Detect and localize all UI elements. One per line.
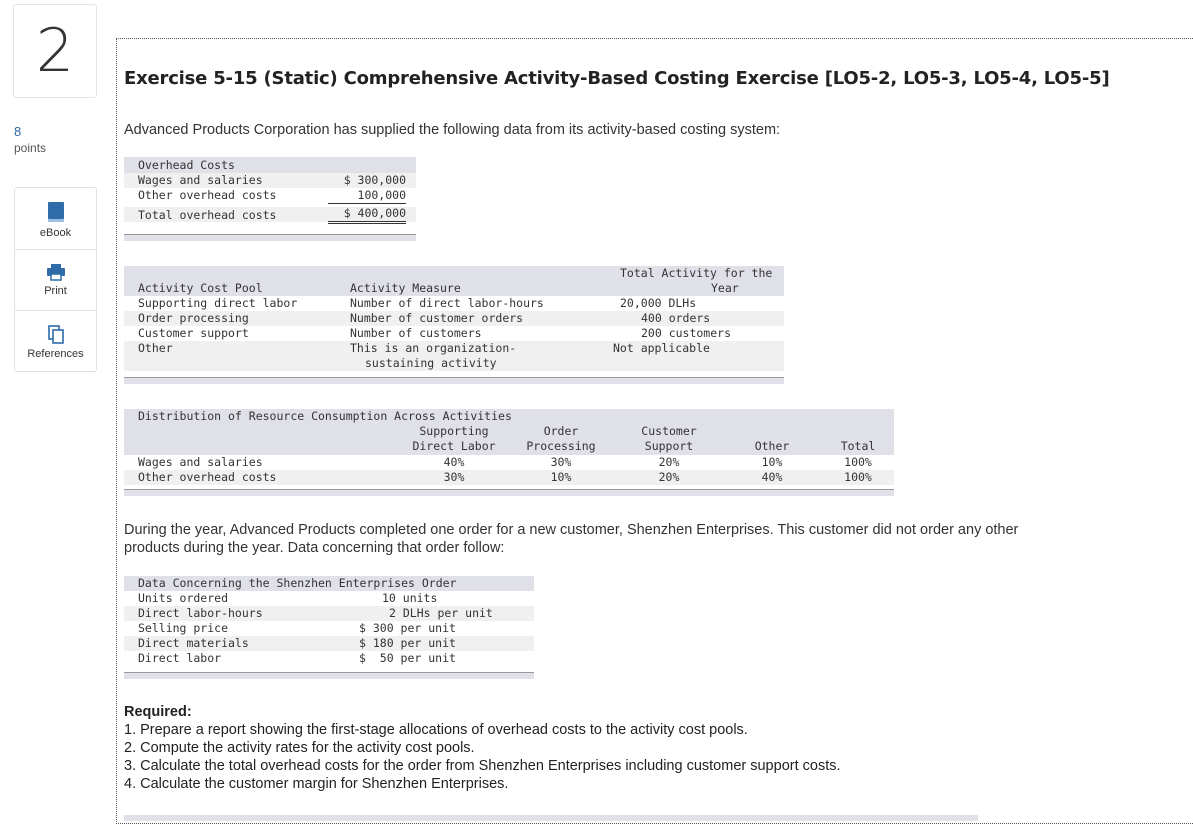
required-item: 3. Calculate the total overhead costs for the order from Shenzhen Enterprises including customer support costs. — [124, 758, 841, 774]
activity-col-total: Total Activity for the — [620, 266, 773, 280]
order-intro-text: During the year, Advanced Products completed one order for a new customer, Shenzhen Enterprises. This customer did not order any other products during the year. Data concerning that order follow: — [124, 522, 1019, 556]
activity-pool: Other — [138, 341, 173, 355]
order-row-value: 2 DLHs per unit — [389, 606, 493, 620]
activity-total: 200 customers — [641, 326, 732, 340]
dist-header-op: Order — [543, 424, 579, 438]
intro-text: Advanced Products Corporation has supplied the following data from its activity-based costing system: — [124, 122, 781, 138]
dist-header-op: Processing — [526, 439, 596, 453]
dist-header-cs: Customer — [641, 424, 697, 438]
order-row-value: 10 units — [382, 591, 438, 605]
order-row-label: Direct materials — [138, 636, 249, 650]
overhead-row-value: $ 300,000 — [343, 173, 406, 187]
distribution-table — [124, 409, 894, 499]
activity-measure: sustaining activity — [365, 356, 497, 370]
references-button[interactable] — [15, 310, 96, 371]
dist-cell: 30% — [550, 455, 572, 469]
ebook-button[interactable] — [15, 188, 96, 248]
activity-table — [124, 266, 784, 386]
activity-total: 400 orders — [641, 311, 711, 325]
overhead-row-label: Wages and salaries — [138, 173, 263, 187]
required-item: 2. Compute the activity rates for the activity cost pools. — [124, 740, 475, 756]
dist-cell: 20% — [658, 470, 680, 484]
overhead-row-label: Total overhead costs — [138, 208, 277, 222]
dist-cell: 30% — [443, 470, 465, 484]
order-table — [124, 576, 534, 682]
dist-cell: 20% — [658, 455, 680, 469]
book-icon — [47, 201, 65, 223]
overhead-row-value: $ 400,000 — [328, 206, 406, 224]
dist-header-other: Other — [754, 439, 790, 453]
print-button[interactable] — [15, 249, 96, 310]
question-number: 2 — [13, 4, 97, 98]
references-label: References — [27, 348, 84, 360]
dist-header-sdl: Supporting — [419, 424, 489, 438]
dist-header-sdl: Direct Labor — [412, 439, 496, 453]
dist-row-label: Wages and salaries — [138, 455, 263, 469]
required-item: 1. Prepare a report showing the first-stage allocations of overhead costs to the activity cost pools. — [124, 722, 748, 738]
distribution-title: Distribution of Resource Consumption Across Activities — [138, 409, 512, 423]
dist-cell: 10% — [761, 455, 783, 469]
order-row-label: Direct labor-hours — [138, 606, 263, 620]
order-row-label: Selling price — [138, 621, 229, 635]
activity-col-measure: Activity Measure — [350, 281, 461, 295]
dist-header-total: Total — [840, 439, 876, 453]
activity-pool: Customer support — [138, 326, 249, 340]
dist-cell: 100% — [844, 470, 872, 484]
points-value: 8 — [14, 124, 22, 139]
references-icon — [47, 324, 65, 344]
activity-measure: This is an organization- — [350, 341, 517, 355]
required-section — [124, 703, 841, 793]
ebook-label: eBook — [39, 227, 72, 239]
dist-cell: 40% — [443, 455, 465, 469]
tools-panel — [14, 187, 97, 372]
order-row-label: Units ordered — [138, 591, 229, 605]
order-row-value: $ 50 per unit — [359, 651, 456, 665]
activity-pool: Order processing — [138, 311, 249, 325]
order-row-value: $ 180 per unit — [359, 636, 456, 650]
points-label: points — [14, 141, 47, 155]
required-item: 4. Calculate the customer margin for Shenzhen Enterprises. — [124, 776, 509, 792]
activity-col-total: Year — [711, 281, 739, 295]
order-row-label: Direct labor — [138, 651, 222, 665]
activity-pool: Supporting direct labor — [138, 296, 298, 310]
overhead-header: Overhead Costs — [138, 158, 235, 172]
activity-col-pool: Activity Cost Pool — [138, 281, 263, 295]
overhead-row-label: Other overhead costs — [138, 188, 277, 202]
exercise-title: Exercise 5-15 (Static) Comprehensive Activity-Based Costing Exercise [LO5-2, LO5-3, LO5-4, LO5-5] — [124, 68, 1110, 89]
dist-row-label: Other overhead costs — [138, 470, 277, 484]
printer-icon — [46, 263, 66, 281]
overhead-row-value: 100,000 — [328, 188, 406, 204]
order-row-value: $ 300 per unit — [359, 621, 456, 635]
required-heading: Required: — [124, 704, 192, 720]
activity-measure: Number of customer orders — [350, 311, 524, 325]
dist-header-cs: Support — [644, 439, 694, 453]
answer-area-bar — [124, 815, 978, 821]
activity-measure: Number of direct labor-hours — [350, 296, 544, 310]
order-header: Data Concerning the Shenzhen Enterprises Order — [138, 576, 457, 590]
dist-cell: 100% — [844, 455, 872, 469]
activity-total: Not applicable — [613, 341, 710, 355]
dist-cell: 10% — [550, 470, 572, 484]
dist-cell: 40% — [761, 470, 783, 484]
print-label: Print — [44, 285, 67, 297]
activity-total: 20,000 DLHs — [620, 296, 697, 310]
activity-measure: Number of customers — [350, 326, 482, 340]
overhead-table — [124, 157, 416, 243]
